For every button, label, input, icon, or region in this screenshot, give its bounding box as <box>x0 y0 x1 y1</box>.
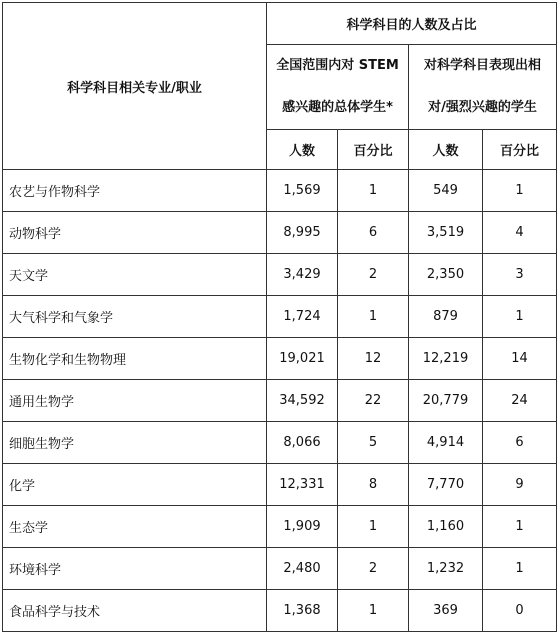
row-name-cell: 天文学 <box>3 254 267 296</box>
group-title-header: 科学科目的人数及占比 <box>267 3 557 45</box>
row-name-cell: 农艺与作物科学 <box>3 170 267 212</box>
count-b-cell: 2,350 <box>409 254 483 296</box>
pct-b-cell: 4 <box>483 212 557 254</box>
pct-a-cell: 1 <box>338 506 409 548</box>
pct-b-cell: 3 <box>483 254 557 296</box>
count-a-cell: 1,909 <box>267 506 338 548</box>
group-b-header-line2: 对/强烈兴趣的学生 <box>428 100 537 115</box>
count-a-header: 人数 <box>267 130 338 170</box>
table-row <box>3 254 557 296</box>
count-b-cell: 879 <box>409 296 483 338</box>
table-row <box>3 548 557 590</box>
pct-b-cell: 1 <box>483 170 557 212</box>
pct-b-cell: 1 <box>483 296 557 338</box>
pct-b-cell: 14 <box>483 338 557 380</box>
count-a-cell: 34,592 <box>267 380 338 422</box>
count-b-cell: 4,914 <box>409 422 483 464</box>
table-row <box>3 212 557 254</box>
count-a-cell: 3,429 <box>267 254 338 296</box>
count-b-cell: 549 <box>409 170 483 212</box>
pct-a-cell: 1 <box>338 170 409 212</box>
count-b-header: 人数 <box>409 130 483 170</box>
row-name-cell: 环境科学 <box>3 548 267 590</box>
group-a-header-line2: 感兴趣的总体学生* <box>282 100 393 115</box>
pct-b-cell: 1 <box>483 506 557 548</box>
group-a-header <box>267 45 409 130</box>
row-name-cell: 大气科学和气象学 <box>3 296 267 338</box>
pct-b-cell: 1 <box>483 548 557 590</box>
table-row <box>3 422 557 464</box>
table-row <box>3 506 557 548</box>
pct-a-cell: 5 <box>338 422 409 464</box>
pct-a-cell: 22 <box>338 380 409 422</box>
row-name-cell: 细胞生物学 <box>3 422 267 464</box>
pct-a-cell: 2 <box>338 548 409 590</box>
table-row <box>3 338 557 380</box>
count-b-cell: 1,160 <box>409 506 483 548</box>
count-a-cell: 1,569 <box>267 170 338 212</box>
pct-a-cell: 6 <box>338 212 409 254</box>
table-row <box>3 296 557 338</box>
count-a-cell: 2,480 <box>267 548 338 590</box>
count-a-cell: 12,331 <box>267 464 338 506</box>
pct-a-cell: 1 <box>338 590 409 632</box>
group-a-header-line1: 全国范围内对 STEM <box>276 58 399 73</box>
row-name-cell: 通用生物学 <box>3 380 267 422</box>
row-label-header: 科学科目相关专业/职业 <box>3 3 267 170</box>
pct-a-cell: 2 <box>338 254 409 296</box>
count-a-cell: 8,995 <box>267 212 338 254</box>
pct-a-cell: 8 <box>338 464 409 506</box>
table-row <box>3 464 557 506</box>
group-b-header-line1: 对科学科目表现出相 <box>424 58 542 73</box>
pct-b-cell: 9 <box>483 464 557 506</box>
count-a-cell: 1,724 <box>267 296 338 338</box>
table-row <box>3 170 557 212</box>
pct-b-cell: 0 <box>483 590 557 632</box>
count-a-cell: 1,368 <box>267 590 338 632</box>
group-b-header <box>409 45 557 130</box>
count-a-cell: 8,066 <box>267 422 338 464</box>
table-row <box>3 590 557 632</box>
table-row <box>3 380 557 422</box>
pct-a-header: 百分比 <box>338 130 409 170</box>
count-b-cell: 12,219 <box>409 338 483 380</box>
table-body <box>3 170 557 632</box>
pct-b-header: 百分比 <box>483 130 557 170</box>
count-b-cell: 3,519 <box>409 212 483 254</box>
row-name-cell: 生物化学和生物物理 <box>3 338 267 380</box>
row-name-cell: 化学 <box>3 464 267 506</box>
pct-b-cell: 24 <box>483 380 557 422</box>
count-a-cell: 19,021 <box>267 338 338 380</box>
count-b-cell: 7,770 <box>409 464 483 506</box>
count-b-cell: 20,779 <box>409 380 483 422</box>
pct-a-cell: 1 <box>338 296 409 338</box>
count-b-cell: 1,232 <box>409 548 483 590</box>
row-name-cell: 生态学 <box>3 506 267 548</box>
stem-interest-table <box>2 2 557 632</box>
pct-a-cell: 12 <box>338 338 409 380</box>
row-name-cell: 食品科学与技术 <box>3 590 267 632</box>
count-b-cell: 369 <box>409 590 483 632</box>
row-name-cell: 动物科学 <box>3 212 267 254</box>
pct-b-cell: 6 <box>483 422 557 464</box>
